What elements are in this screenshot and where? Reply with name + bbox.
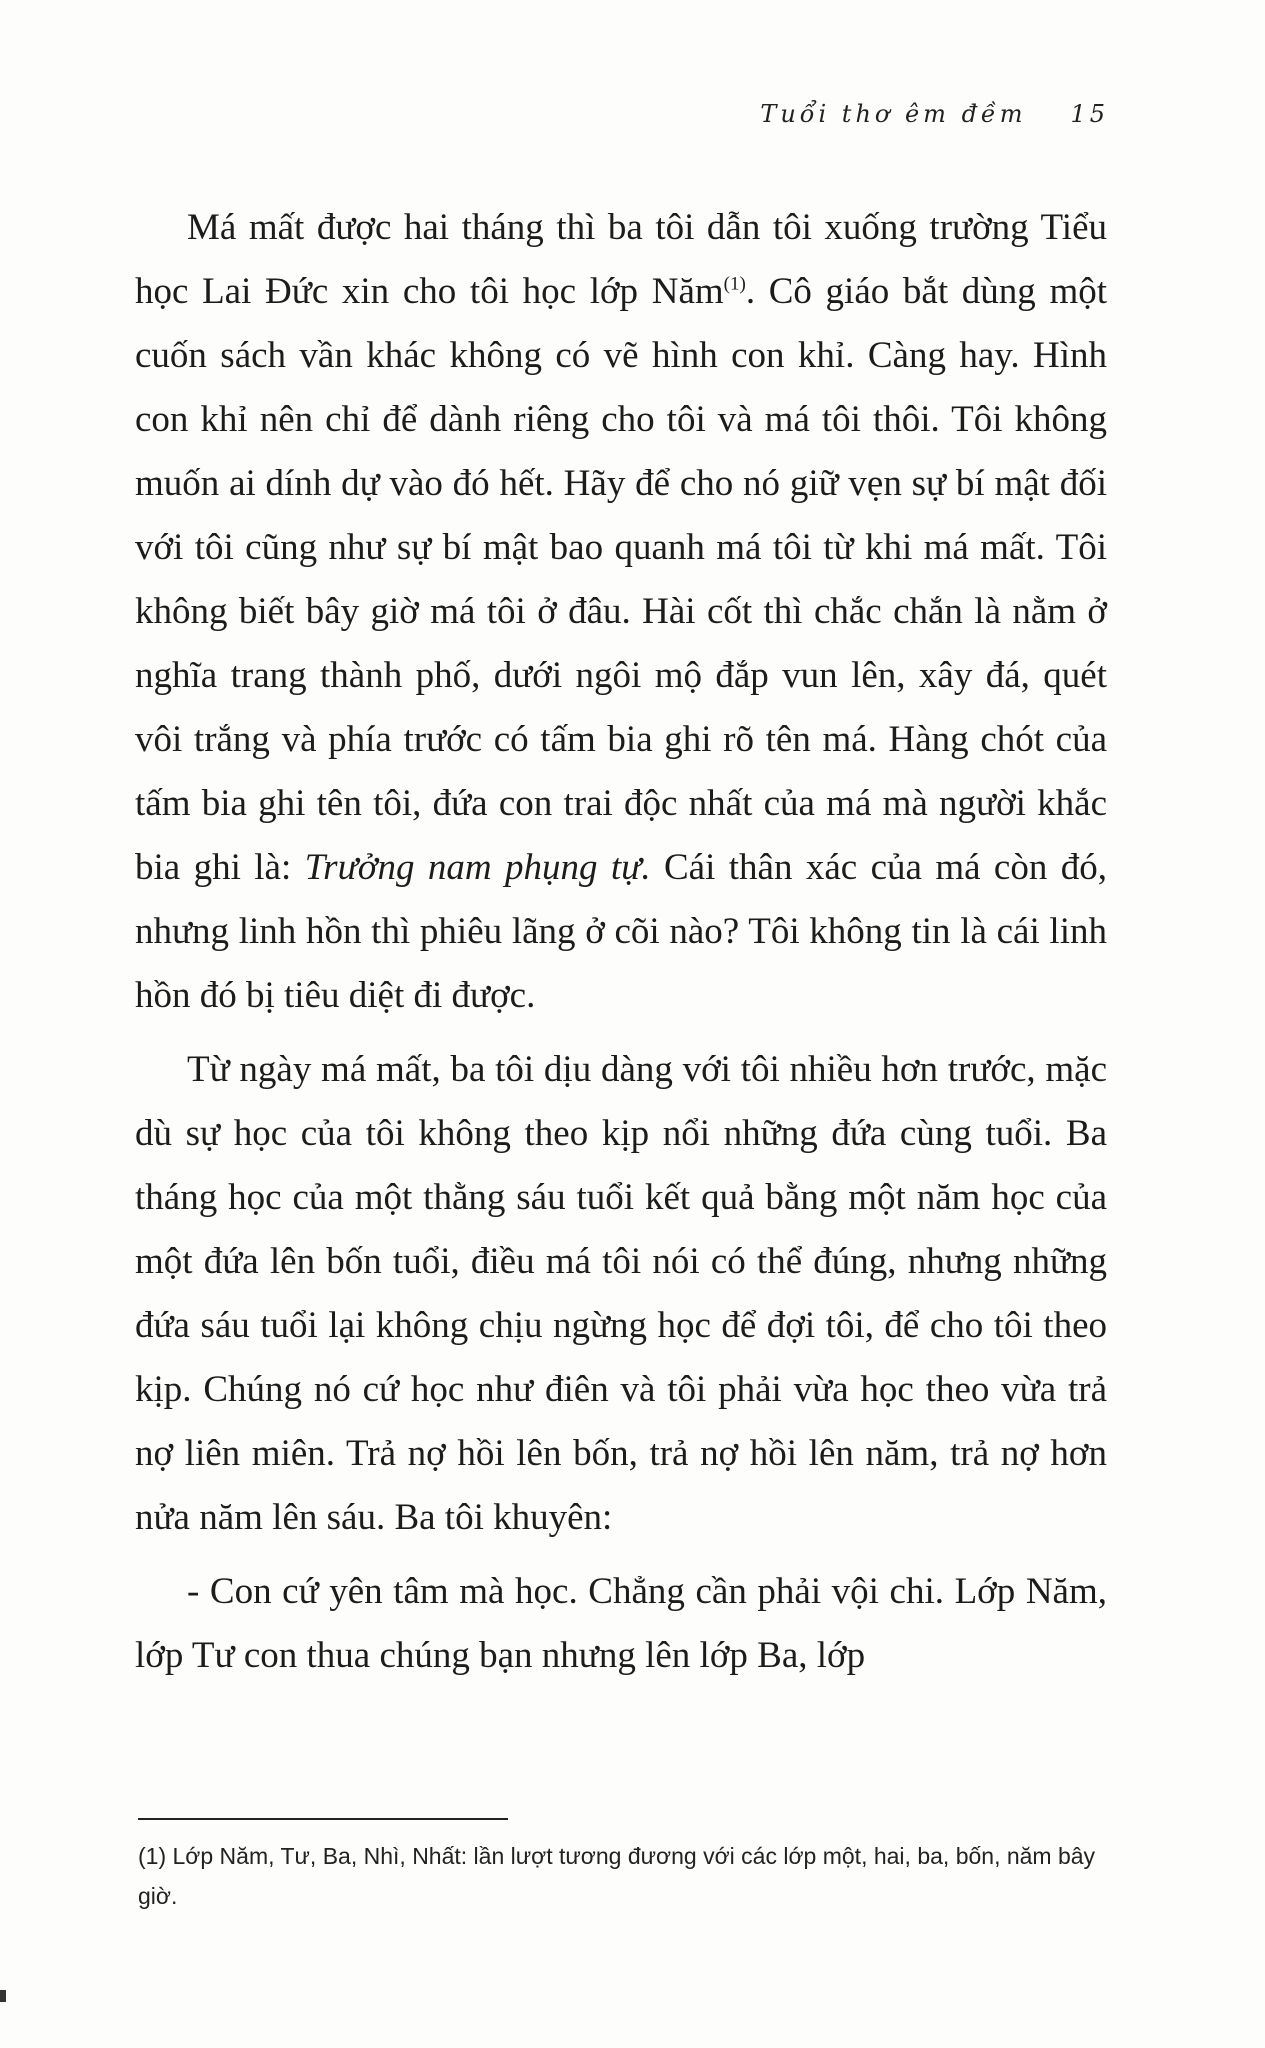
- page-edge-mark: [0, 1990, 6, 2002]
- body-text: [135, 196, 1107, 1698]
- footnote-reference: (1): [723, 273, 746, 295]
- page-number: 15: [1070, 100, 1109, 128]
- paragraph-1-text-end: Cái thân xác của má còn đó, nhưng linh hồn thì phiêu lãng ở cõi nào? Tôi không tin là cái linh hồn đó bị tiêu diệt đi được.: [135, 847, 1107, 1016]
- running-title: Tuổi thơ êm đềm: [760, 100, 1027, 128]
- paragraph-3: - Con cứ yên tâm mà học. Chẳng cần phải vội chi. Lớp Năm, lớp Tư con thua chúng bạn nhưng lên lớp Ba, lớp: [135, 1571, 1107, 1676]
- footnote: (1) Lớp Năm, Tư, Ba, Nhì, Nhất: lần lượt tương đương với các lớp một, hai, ba, bốn, năm bây giờ.: [138, 1843, 1096, 1909]
- paragraph-1-text-middle: . Cô giáo bắt dùng một cuốn sách vần khác không có vẽ hình con khỉ. Càng hay. Hình con khỉ nên chỉ để dành riêng cho tôi và má tôi thôi. Tôi không muốn ai dính dự vào đó hết. Hãy để cho nó giữ vẹn sự bí mật đối với tôi cũng như sự bí mật bao quanh má tôi từ khi má mất. Tôi không biết bây giờ má tôi ở đâu. Hài cốt thì chắc chắn là nằm ở nghĩa trang thành phố, dưới ngôi mộ đắp vun lên, xây đá, quét vôi trắng và phía trước có tấm bia ghi rõ tên má. Hàng chót của tấm bia ghi tên tôi, đứa con trai độc nhất của má mà người khắc bia ghi là:: [135, 271, 1107, 888]
- paragraph-1-text-start: Má mất được hai tháng thì ba tôi dẫn tôi xuống trường Tiểu học Lai Đức xin cho tôi học lớp Năm: [135, 207, 1107, 312]
- paragraph-2: Từ ngày má mất, ba tôi dịu dàng với tôi nhiều hơn trước, mặc dù sự học của tôi không theo kịp nổi những đứa cùng tuổi. Ba tháng học của một thằng sáu tuổi kết quả bằng một năm học của một đứa lên bốn tuổi, điều má tôi nói có thể đúng, nhưng những đứa sáu tuổi lại không chịu ngừng học để đợi tôi, để cho tôi theo kịp. Chúng nó cứ học như điên và tôi phải vừa học theo vừa trả nợ liên miên. Trả nợ hồi lên bốn, trả nợ hồi lên năm, trả nợ hơn nửa năm lên sáu. Ba tôi khuyên:: [135, 1049, 1107, 1538]
- paragraph-1-italic-phrase: Trưởng nam phụng tự.: [304, 847, 651, 888]
- paragraph-1: [135, 196, 1107, 1028]
- footnote-divider: [138, 1818, 508, 1820]
- running-header: [760, 100, 1109, 128]
